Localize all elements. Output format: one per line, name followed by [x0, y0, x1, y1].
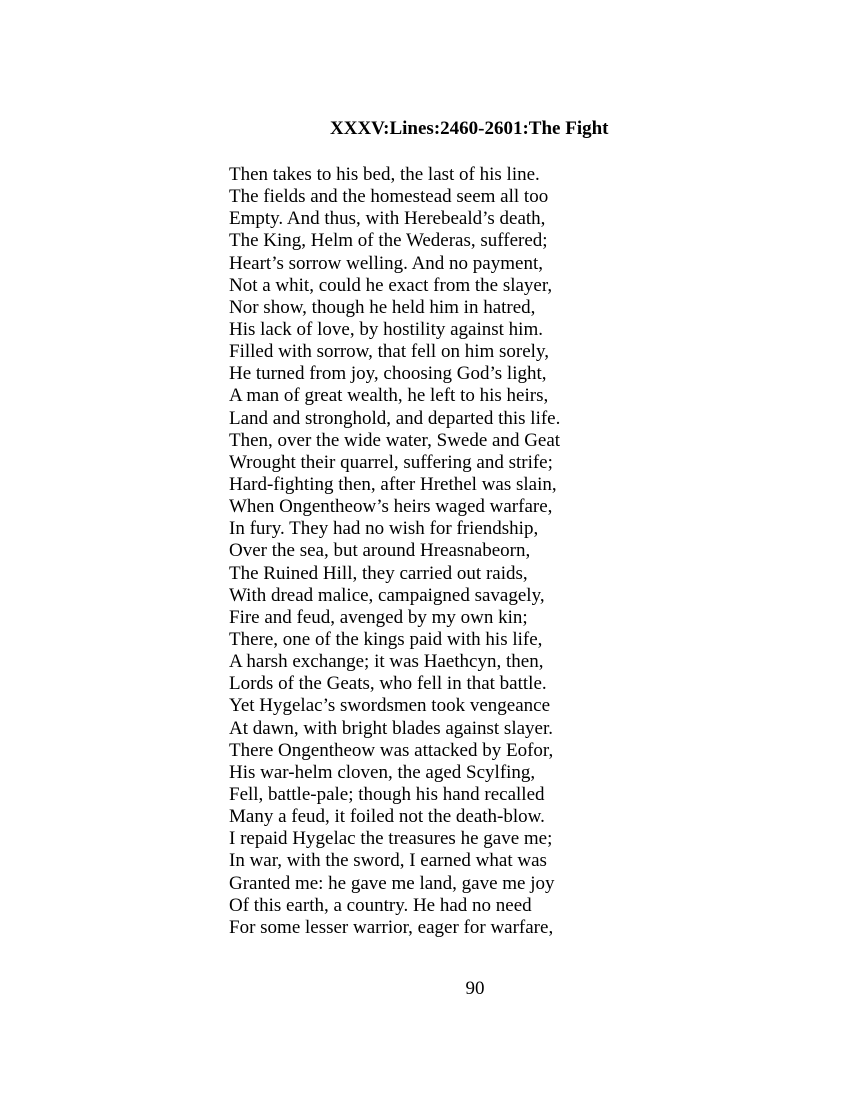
poem-line: Heart’s sorrow welling. And no payment,: [229, 252, 543, 274]
poem-line: When Ongentheow’s heirs waged warfare,: [229, 496, 553, 518]
poem-line: Lords of the Geats, who fell in that battle.: [229, 673, 547, 695]
poem-line: In fury. They had no wish for friendship,: [229, 518, 539, 540]
poem-line: The King, Helm of the Wederas, suffered;: [229, 230, 548, 252]
poem-line: Many a feud, it foiled not the death-blow.: [229, 806, 545, 828]
poem-line: At dawn, with bright blades against slayer.: [229, 717, 553, 739]
poem-line: Land and stronghold, and departed this life.: [229, 407, 561, 429]
poem-line: Then takes to his bed, the last of his line.: [229, 164, 540, 185]
poem-line: Hard-fighting then, after Hrethel was slain,: [229, 473, 557, 495]
poem-line: Yet Hygelac’s swordsmen took vengeance: [229, 695, 550, 717]
poem-line: Filled with sorrow, that fell on him sorely,: [229, 341, 549, 363]
poem-line: For some lesser warrior, eager for warfare,: [229, 916, 554, 938]
poem-line: The Ruined Hill, they carried out raids,: [229, 562, 528, 584]
poem-line: Over the sea, but around Hreasnabeorn,: [229, 540, 531, 562]
poem-text: [229, 164, 649, 939]
page-number: 90: [465, 978, 485, 999]
poem-line: A man of great wealth, he left to his heirs,: [229, 385, 549, 407]
poem-line: His lack of love, by hostility against him.: [229, 318, 543, 340]
poem-line: Empty. And thus, with Herebeald’s death,: [229, 208, 546, 230]
poem-line: His war-helm cloven, the aged Scylfing,: [229, 761, 536, 783]
poem-line: Granted me: he gave me land, gave me joy: [229, 872, 555, 894]
poem-line: A harsh exchange; it was Haethcyn, then,: [229, 651, 544, 673]
poem-line: He turned from joy, choosing God’s light,: [229, 363, 547, 385]
chapter-heading: XXXV:Lines:2460-2601:The Fight: [330, 118, 609, 139]
poem-line: There, one of the kings paid with his life,: [229, 628, 543, 650]
poem-line: With dread malice, campaigned savagely,: [229, 584, 545, 606]
poem-line: The fields and the homestead seem all too: [229, 186, 549, 208]
poem-line: There Ongentheow was attacked by Eofor,: [229, 739, 554, 761]
poem-line: Not a whit, could he exact from the slayer,: [229, 274, 553, 296]
poem-line: Nor show, though he held him in hatred,: [229, 296, 536, 318]
poem-line: Wrought their quarrel, suffering and strife;: [229, 451, 553, 473]
poem-line: Fire and feud, avenged by my own kin;: [229, 606, 528, 628]
poem-line: In war, with the sword, I earned what was: [229, 850, 547, 872]
poem-line: Of this earth, a country. He had no need: [229, 894, 532, 916]
poem-line: Fell, battle-pale; though his hand recalled: [229, 783, 545, 805]
poem-line: Then, over the wide water, Swede and Geat: [229, 429, 561, 451]
poem-line: I repaid Hygelac the treasures he gave me;: [229, 828, 553, 850]
